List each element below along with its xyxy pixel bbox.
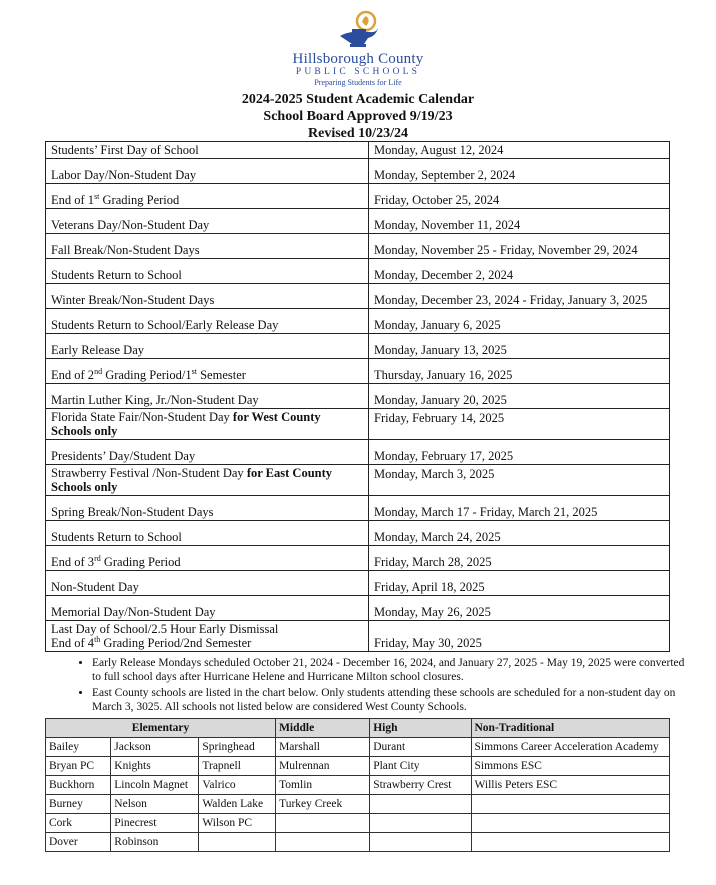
torch-lamp-icon (328, 10, 388, 50)
school-cell: Valrico (199, 776, 276, 795)
school-cell: Dover (46, 833, 111, 852)
school-cell: Robinson (111, 833, 199, 852)
calendar-row (46, 521, 670, 546)
school-cell (471, 795, 670, 814)
brand-subtitle: PUBLIC SCHOOLS (295, 67, 421, 77)
event-text: End of 3 (51, 555, 95, 569)
event-text: Students Return to School (51, 530, 182, 544)
school-cell (276, 833, 370, 852)
school-cell: Tomlin (276, 776, 370, 795)
school-cell: Knights (111, 757, 199, 776)
event-cell (46, 571, 369, 596)
header-nontraditional: Non-Traditional (471, 719, 670, 738)
event-text: Students Return to School (51, 268, 182, 282)
school-cell: Bailey (46, 738, 111, 757)
calendar-row (46, 571, 670, 596)
title-line-2: School Board Approved 9/19/23 (263, 109, 453, 124)
title-line-1: 2024-2025 Student Academic Calendar (241, 92, 475, 107)
header-middle: Middle (276, 719, 370, 738)
event-cell (46, 496, 369, 521)
date-cell: Friday, October 25, 2024 (369, 184, 670, 209)
calendar-row (46, 496, 670, 521)
event-text: Florida State Fair/Non-Student Day (51, 410, 233, 424)
event-text: Spring Break/Non-Student Days (51, 505, 214, 519)
ordinal-suffix: rd (94, 553, 101, 563)
calendar-row (46, 142, 670, 159)
event-cell (46, 209, 369, 234)
event-cell (46, 309, 369, 334)
event-cell (46, 234, 369, 259)
event-text: End of 1 (51, 193, 95, 207)
event-cell (46, 159, 369, 184)
date-cell: Monday, January 13, 2025 (369, 334, 670, 359)
event-cell (46, 184, 369, 209)
date-cell: Thursday, January 16, 2025 (369, 359, 670, 384)
event-emphasis: for East County Schools only (51, 466, 333, 494)
district-logo (0, 10, 716, 88)
date-cell: Monday, January 6, 2025 (369, 309, 670, 334)
school-cell: Nelson (111, 795, 199, 814)
date-cell: Monday, May 26, 2025 (369, 596, 670, 621)
event-text: Labor Day/Non-Student Day (51, 168, 197, 182)
school-cell (370, 814, 471, 833)
event-text: End of 4 (51, 636, 95, 650)
event-text: End of 2 (51, 368, 95, 382)
event-cell (46, 334, 369, 359)
school-cell: Trapnell (199, 757, 276, 776)
calendar-row (46, 440, 670, 465)
school-row (46, 776, 670, 795)
school-cell: Simmons Career Acceleration Academy (471, 738, 670, 757)
school-row (46, 814, 670, 833)
school-row (46, 738, 670, 757)
date-cell: Friday, March 28, 2025 (369, 546, 670, 571)
event-cell (46, 546, 369, 571)
date-cell: Monday, December 23, 2024 - Friday, January 3, 2025 (369, 284, 670, 309)
calendar-row (46, 334, 670, 359)
date-cell: Monday, March 24, 2025 (369, 521, 670, 546)
date-cell: Monday, March 17 - Friday, March 21, 2025 (369, 496, 670, 521)
school-cell (276, 814, 370, 833)
event-text: Martin Luther King, Jr./Non-Student Day (51, 393, 259, 407)
school-cell: Springhead (199, 738, 276, 757)
brand-tagline: Preparing Students for Life (314, 78, 402, 87)
header-high: High (370, 719, 471, 738)
event-cell (46, 142, 369, 159)
ordinal-suffix: th (94, 634, 101, 644)
school-cell: Cork (46, 814, 111, 833)
calendar-row (46, 546, 670, 571)
school-cell: Durant (370, 738, 471, 757)
school-cell: Strawberry Crest (370, 776, 471, 795)
event-text: Non-Student Day (51, 580, 139, 594)
date-cell: Friday, May 30, 2025 (369, 621, 670, 652)
school-row (46, 795, 670, 814)
date-cell: Monday, November 11, 2024 (369, 209, 670, 234)
event-cell (46, 596, 369, 621)
school-cell (471, 833, 670, 852)
event-text: Grading Period/1 (102, 368, 192, 382)
calendar-row (46, 621, 670, 652)
date-cell: Friday, February 14, 2025 (369, 409, 670, 440)
event-cell (46, 259, 369, 284)
calendar-table (45, 141, 670, 652)
event-cell (46, 384, 369, 409)
notes-list (70, 657, 694, 717)
event-text: Grading Period (99, 193, 180, 207)
calendar-row (46, 409, 670, 440)
ordinal-suffix: nd (94, 366, 103, 376)
date-cell: Monday, August 12, 2024 (369, 142, 670, 159)
event-cell (46, 359, 369, 384)
calendar-row (46, 284, 670, 309)
calendar-row (46, 309, 670, 334)
school-cell (370, 833, 471, 852)
date-cell: Monday, September 2, 2024 (369, 159, 670, 184)
school-row (46, 757, 670, 776)
date-cell: Monday, March 3, 2025 (369, 465, 670, 496)
event-text: Students Return to School/Early Release Day (51, 318, 279, 332)
note-item: • Early Release Mondays scheduled October 21, 2024 - December 16, 2024, and January 27, 2025 - May 19, 2025 were converted to full school days after Hurricane Helene and Hurricane Milton school closures. (92, 657, 694, 684)
school-cell: Marshall (276, 738, 370, 757)
school-cell: Wilson PC (199, 814, 276, 833)
event-cell (46, 521, 369, 546)
event-text: Early Release Day (51, 343, 145, 357)
event-cell (46, 284, 369, 309)
calendar-row (46, 234, 670, 259)
event-cell (46, 465, 369, 496)
school-cell: Bryan PC (46, 757, 111, 776)
brand-name: Hillsborough County (292, 51, 424, 67)
school-cell: Willis Peters ESC (471, 776, 670, 795)
note-item: • East County schools are listed in the chart below. Only students attending these schools are scheduled for a non-student day on March 3, 3025. All schools not listed below are considered West County Schools. (92, 687, 694, 714)
east-county-schools-table (45, 718, 670, 852)
event-cell (46, 621, 369, 652)
event-text: Grading Period (100, 555, 181, 569)
event-text: Last Day of School/2.5 Hour Early Dismissal (51, 622, 279, 636)
date-cell: Monday, November 25 - Friday, November 29, 2024 (369, 234, 670, 259)
ordinal-suffix: st (94, 191, 100, 201)
school-cell: Turkey Creek (276, 795, 370, 814)
calendar-row (46, 359, 670, 384)
event-text: Winter Break/Non-Student Days (51, 293, 215, 307)
school-cell: Lincoln Magnet (111, 776, 199, 795)
school-cell: Mulrennan (276, 757, 370, 776)
school-cell: Pinecrest (111, 814, 199, 833)
event-cell (46, 440, 369, 465)
calendar-row (46, 465, 670, 496)
school-cell: Plant City (370, 757, 471, 776)
event-text: Veterans Day/Non-Student Day (51, 218, 210, 232)
document-title (0, 91, 716, 142)
date-cell: Monday, February 17, 2025 (369, 440, 670, 465)
title-line-3: Revised 10/23/24 (308, 126, 408, 141)
calendar-row (46, 209, 670, 234)
date-cell: Monday, January 20, 2025 (369, 384, 670, 409)
calendar-row (46, 259, 670, 284)
date-cell: Monday, December 2, 2024 (369, 259, 670, 284)
calendar-row (46, 159, 670, 184)
school-cell (199, 833, 276, 852)
calendar-row (46, 184, 670, 209)
event-text: Grading Period/2nd Semester (100, 636, 252, 650)
event-cell (46, 409, 369, 440)
school-cell: Jackson (111, 738, 199, 757)
event-text: Fall Break/Non-Student Days (51, 243, 200, 257)
school-cell: Buckhorn (46, 776, 111, 795)
event-text: Presidents’ Day/Student Day (51, 449, 196, 463)
school-cell (471, 814, 670, 833)
school-cell (370, 795, 471, 814)
event-text: Strawberry Festival /Non-Student Day (51, 466, 247, 480)
header-elementary: Elementary (46, 719, 276, 738)
event-text: Students’ First Day of School (51, 143, 199, 157)
school-cell: Burney (46, 795, 111, 814)
date-cell: Friday, April 18, 2025 (369, 571, 670, 596)
calendar-row (46, 384, 670, 409)
event-text: Semester (196, 368, 246, 382)
calendar-row (46, 596, 670, 621)
school-cell: Simmons ESC (471, 757, 670, 776)
school-row (46, 833, 670, 852)
school-cell: Walden Lake (199, 795, 276, 814)
ordinal-suffix: st (191, 366, 197, 376)
event-emphasis: for West County Schools only (51, 410, 321, 438)
event-text: Memorial Day/Non-Student Day (51, 605, 216, 619)
